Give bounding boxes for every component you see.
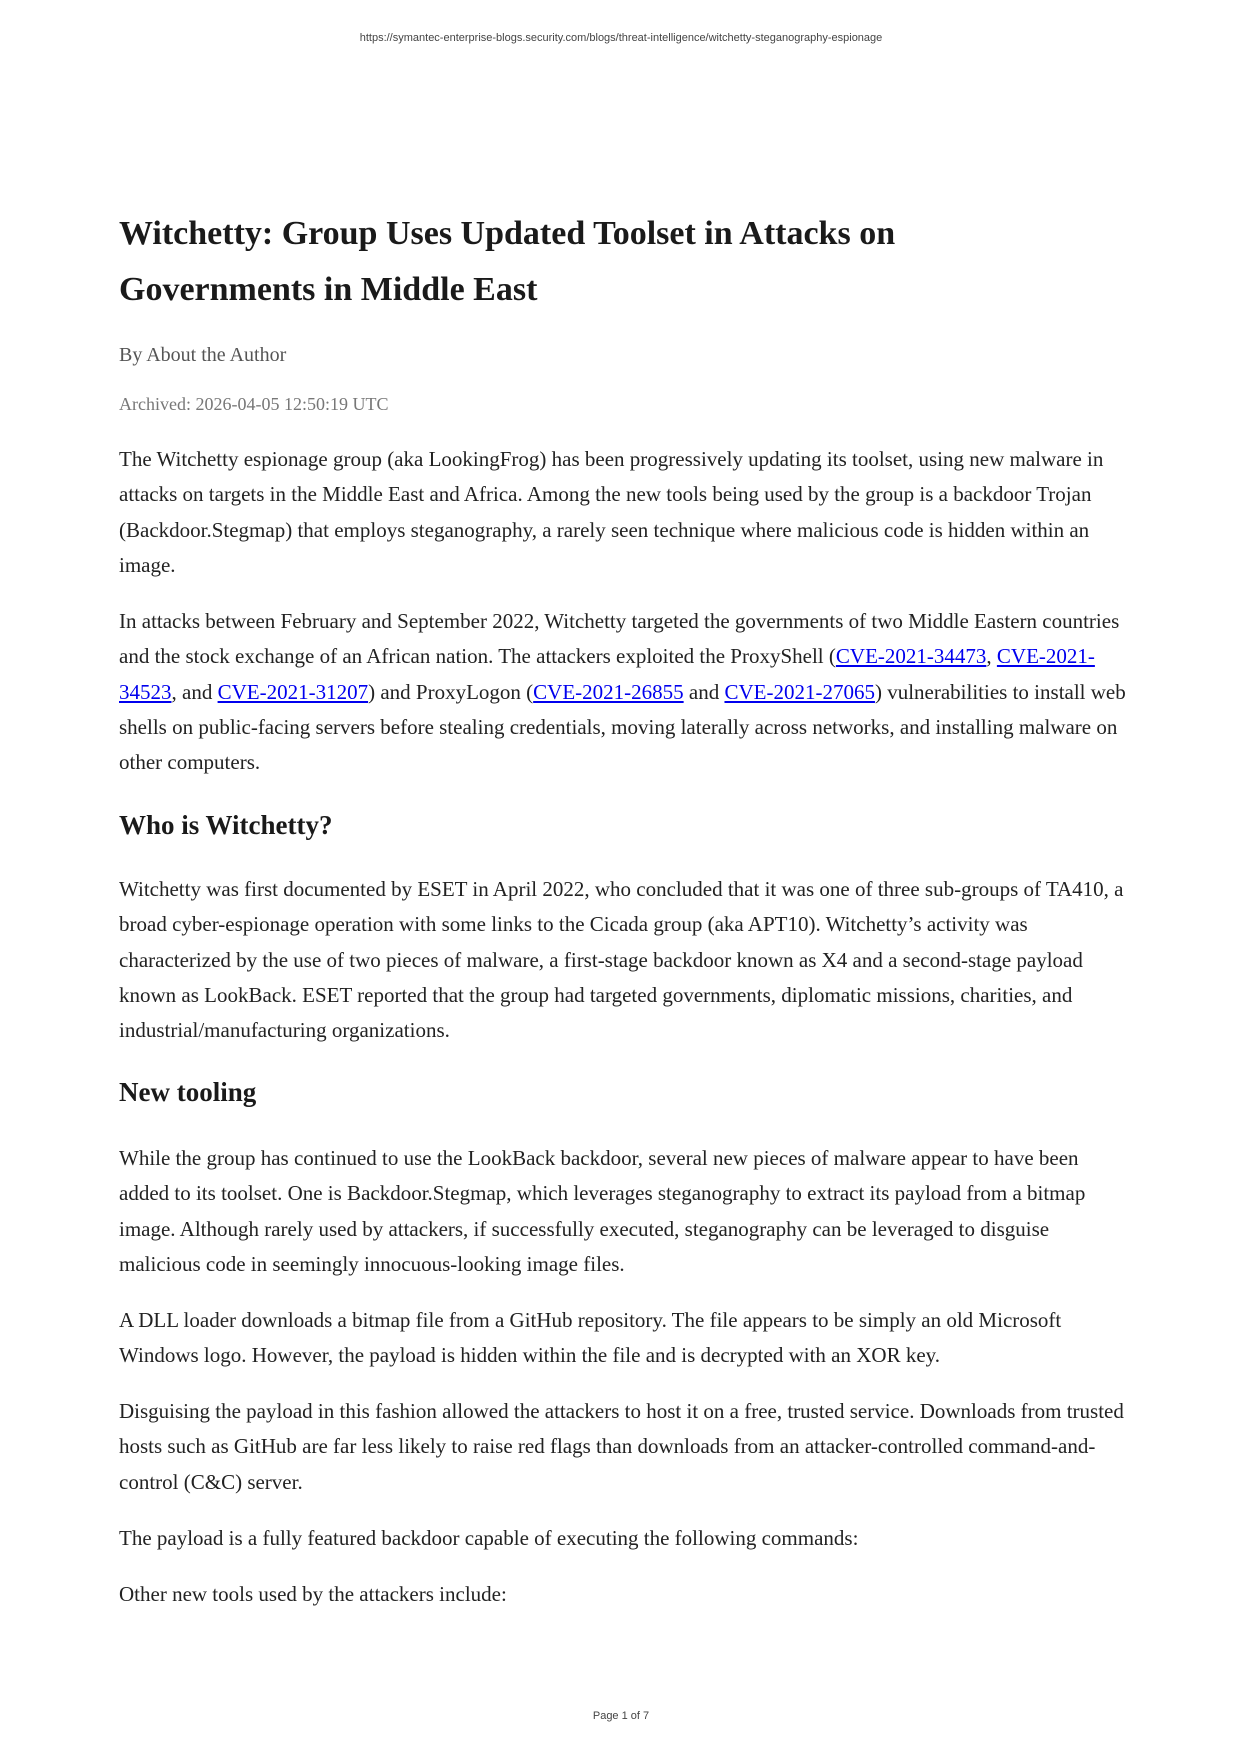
text: ) and ProxyLogon ( [368, 679, 534, 704]
cve-link[interactable]: CVE-2021-34523 [119, 644, 1095, 704]
paragraph-attacks [119, 604, 1129, 780]
text: and [683, 679, 725, 704]
paragraph-stegmap: While the group has continued to use the LookBack backdoor, several new pieces of malware appear to have been added to its toolset. One is Backdoor.Stegmap, which leverages steganography to extract its payload from a bitmap image. Although rarely used by attackers, if successfully executed, steganography can be leveraged to disguise malicious code in seemingly innocuous-looking image files. [119, 1146, 1086, 1276]
paragraph-intro: The Witchetty espionage group (aka LookingFrog) has been progressively updating its toolset, using new malware in attacks on targets in the Middle East and Africa. Among the new tools being used by the group is a backdoor Trojan (Backdoor.Stegmap) that employs steganography, a rarely seen technique where malicious code is hidden within an image. [119, 447, 1104, 577]
archived-timestamp: Archived: 2026-04-05 12:50:19 UTC [119, 394, 389, 414]
paragraph-other-tools: Other new tools used by the attackers include: [119, 1582, 507, 1606]
paragraph-dll-loader: A DLL loader downloads a bitmap file from a GitHub repository. The file appears to be simply an old Microsoft Windows logo. However, the payload is hidden within the file and is decrypted with an XOR key. [119, 1308, 1062, 1368]
cve-link[interactable]: CVE-2021-31207 [217, 679, 369, 704]
text: , [986, 644, 997, 669]
paragraph-who: Witchetty was first documented by ESET in April 2022, who concluded that it was one of three sub-groups of TA410, a broad cyber-espionage operation with some links to the Cicada group (aka APT10). Witchetty’s activity was characterized by the use of two pieces of malware, a first-stage backdoor known as X4 and a second-stage payload known as LookBack. ESET reported that the group had targeted governments, diplomatic missions, charities, and industrial/manufacturing organizations. [119, 877, 1124, 1043]
cve-link[interactable]: CVE-2021-27065 [724, 679, 875, 704]
page-number: Page 1 of 7 [592, 1710, 650, 1722]
article-title: Witchetty: Group Uses Updated Toolset in Attacks on Governments in Middle East [119, 215, 896, 308]
text: ) vulnerabilities to install web shells on public-facing servers before stealing credentials, moving laterally across networks, and installing malware on other computers. [119, 679, 1126, 775]
heading-who-is-witchetty: Who is Witchetty? [119, 810, 333, 840]
heading-new-tooling: New tooling [119, 1077, 257, 1107]
text: , and [171, 679, 218, 704]
byline: By About the Author [119, 344, 287, 366]
paragraph-payload: The payload is a fully featured backdoor capable of executing the following commands: [119, 1526, 859, 1550]
cve-link[interactable]: CVE-2021-34473 [835, 644, 987, 669]
text: In attacks between February and September 2022, Witchetty targeted the governments of two Middle Eastern countries and the stock exchange of an African nation. The attackers exploited the ProxyShell ( [119, 609, 1120, 669]
paragraph-disguise: Disguising the payload in this fashion allowed the attackers to host it on a free, trusted service. Downloads from trusted hosts such as GitHub are far less likely to raise red flags than downloads from an attacker-controlled command-and-control (C&C) server. [119, 1399, 1124, 1494]
cve-link[interactable]: CVE-2021-26855 [533, 679, 684, 704]
page-url: https://symantec-enterprise-blogs.security.com/blogs/threat-intelligence/witchetty-steganography-espionage [359, 32, 883, 44]
